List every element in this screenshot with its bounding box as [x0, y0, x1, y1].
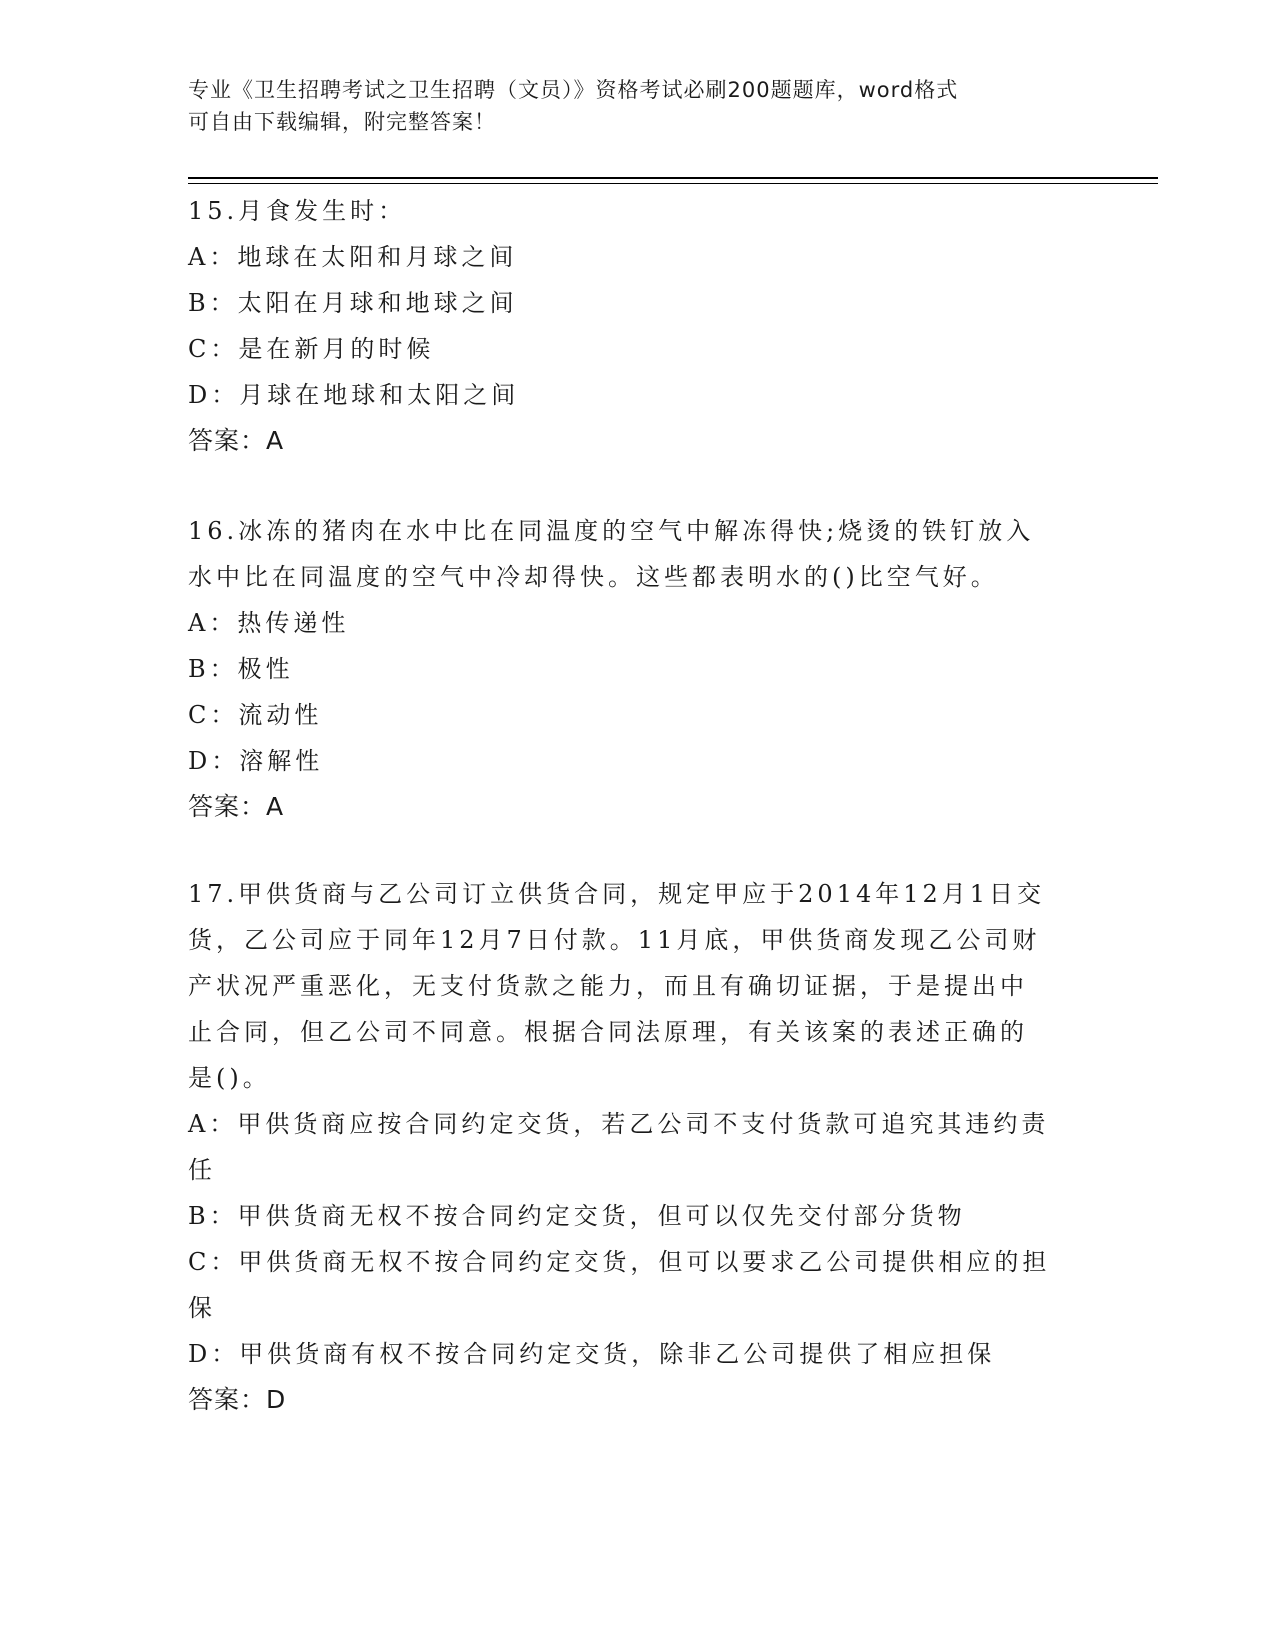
- option-a: A：地球在太阳和月球之间: [188, 243, 518, 271]
- answer-line: 答案：D: [188, 1385, 287, 1414]
- option-d: D：月球在地球和太阳之间: [188, 381, 520, 409]
- option-c: C：甲供货商无权不按合同约定交货，但可以要求乙公司提供相应的担: [188, 1248, 1051, 1276]
- option-c-continued: 保: [188, 1294, 216, 1322]
- option-b: B：甲供货商无权不按合同约定交货，但可以仅先交付部分货物: [188, 1202, 966, 1230]
- question-stem-line: 货，乙公司应于同年12月7日付款。11月底，甲供货商发现乙公司财: [188, 926, 1041, 954]
- option-d: D：甲供货商有权不按合同约定交货，除非乙公司提供了相应担保: [188, 1340, 996, 1368]
- header-divider-thin: [188, 183, 1158, 184]
- question-17: [188, 871, 1088, 1423]
- question-stem-line: 是()。: [188, 1064, 271, 1092]
- question-stem-line: 水中比在同温度的空气中冷却得快。这些都表明水的()比空气好。: [188, 563, 999, 591]
- option-a: A：甲供货商应按合同约定交货，若乙公司不支付货款可追究其违约责: [188, 1110, 1050, 1138]
- option-a: A：热传递性: [188, 609, 350, 637]
- question-stem-line: 17.甲供货商与乙公司订立供货合同，规定甲应于2014年12月1日交: [188, 880, 1046, 908]
- option-b: B：太阳在月球和地球之间: [188, 289, 518, 317]
- header-title-line-1: 专业《卫生招聘考试之卫生招聘（文员）》资格考试必刷200题题库，word格式: [188, 78, 959, 102]
- answer-line: 答案：A: [188, 426, 285, 455]
- question-15: [188, 188, 1088, 464]
- document-header: [188, 74, 1068, 138]
- header-title-line-2: 可自由下载编辑，附完整答案！: [188, 110, 496, 134]
- question-stem: 15.月食发生时：: [188, 197, 407, 225]
- option-a-continued: 任: [188, 1156, 216, 1184]
- option-c: C：是在新月的时候: [188, 335, 435, 363]
- question-stem-line: 16.冰冻的猪肉在水中比在同温度的空气中解冻得快;烧烫的铁钉放入: [188, 517, 1035, 545]
- question-stem-line: 产状况严重恶化，无支付货款之能力，而且有确切证据，于是提出中: [188, 972, 1028, 1000]
- answer-line: 答案：A: [188, 792, 285, 821]
- header-divider-thick: [188, 177, 1158, 179]
- option-c: C：流动性: [188, 701, 323, 729]
- question-16: [188, 508, 1088, 830]
- option-d: D：溶解性: [188, 747, 324, 775]
- option-b: B：极性: [188, 655, 294, 683]
- question-stem-line: 止合同，但乙公司不同意。根据合同法原理，有关该案的表述正确的: [188, 1018, 1028, 1046]
